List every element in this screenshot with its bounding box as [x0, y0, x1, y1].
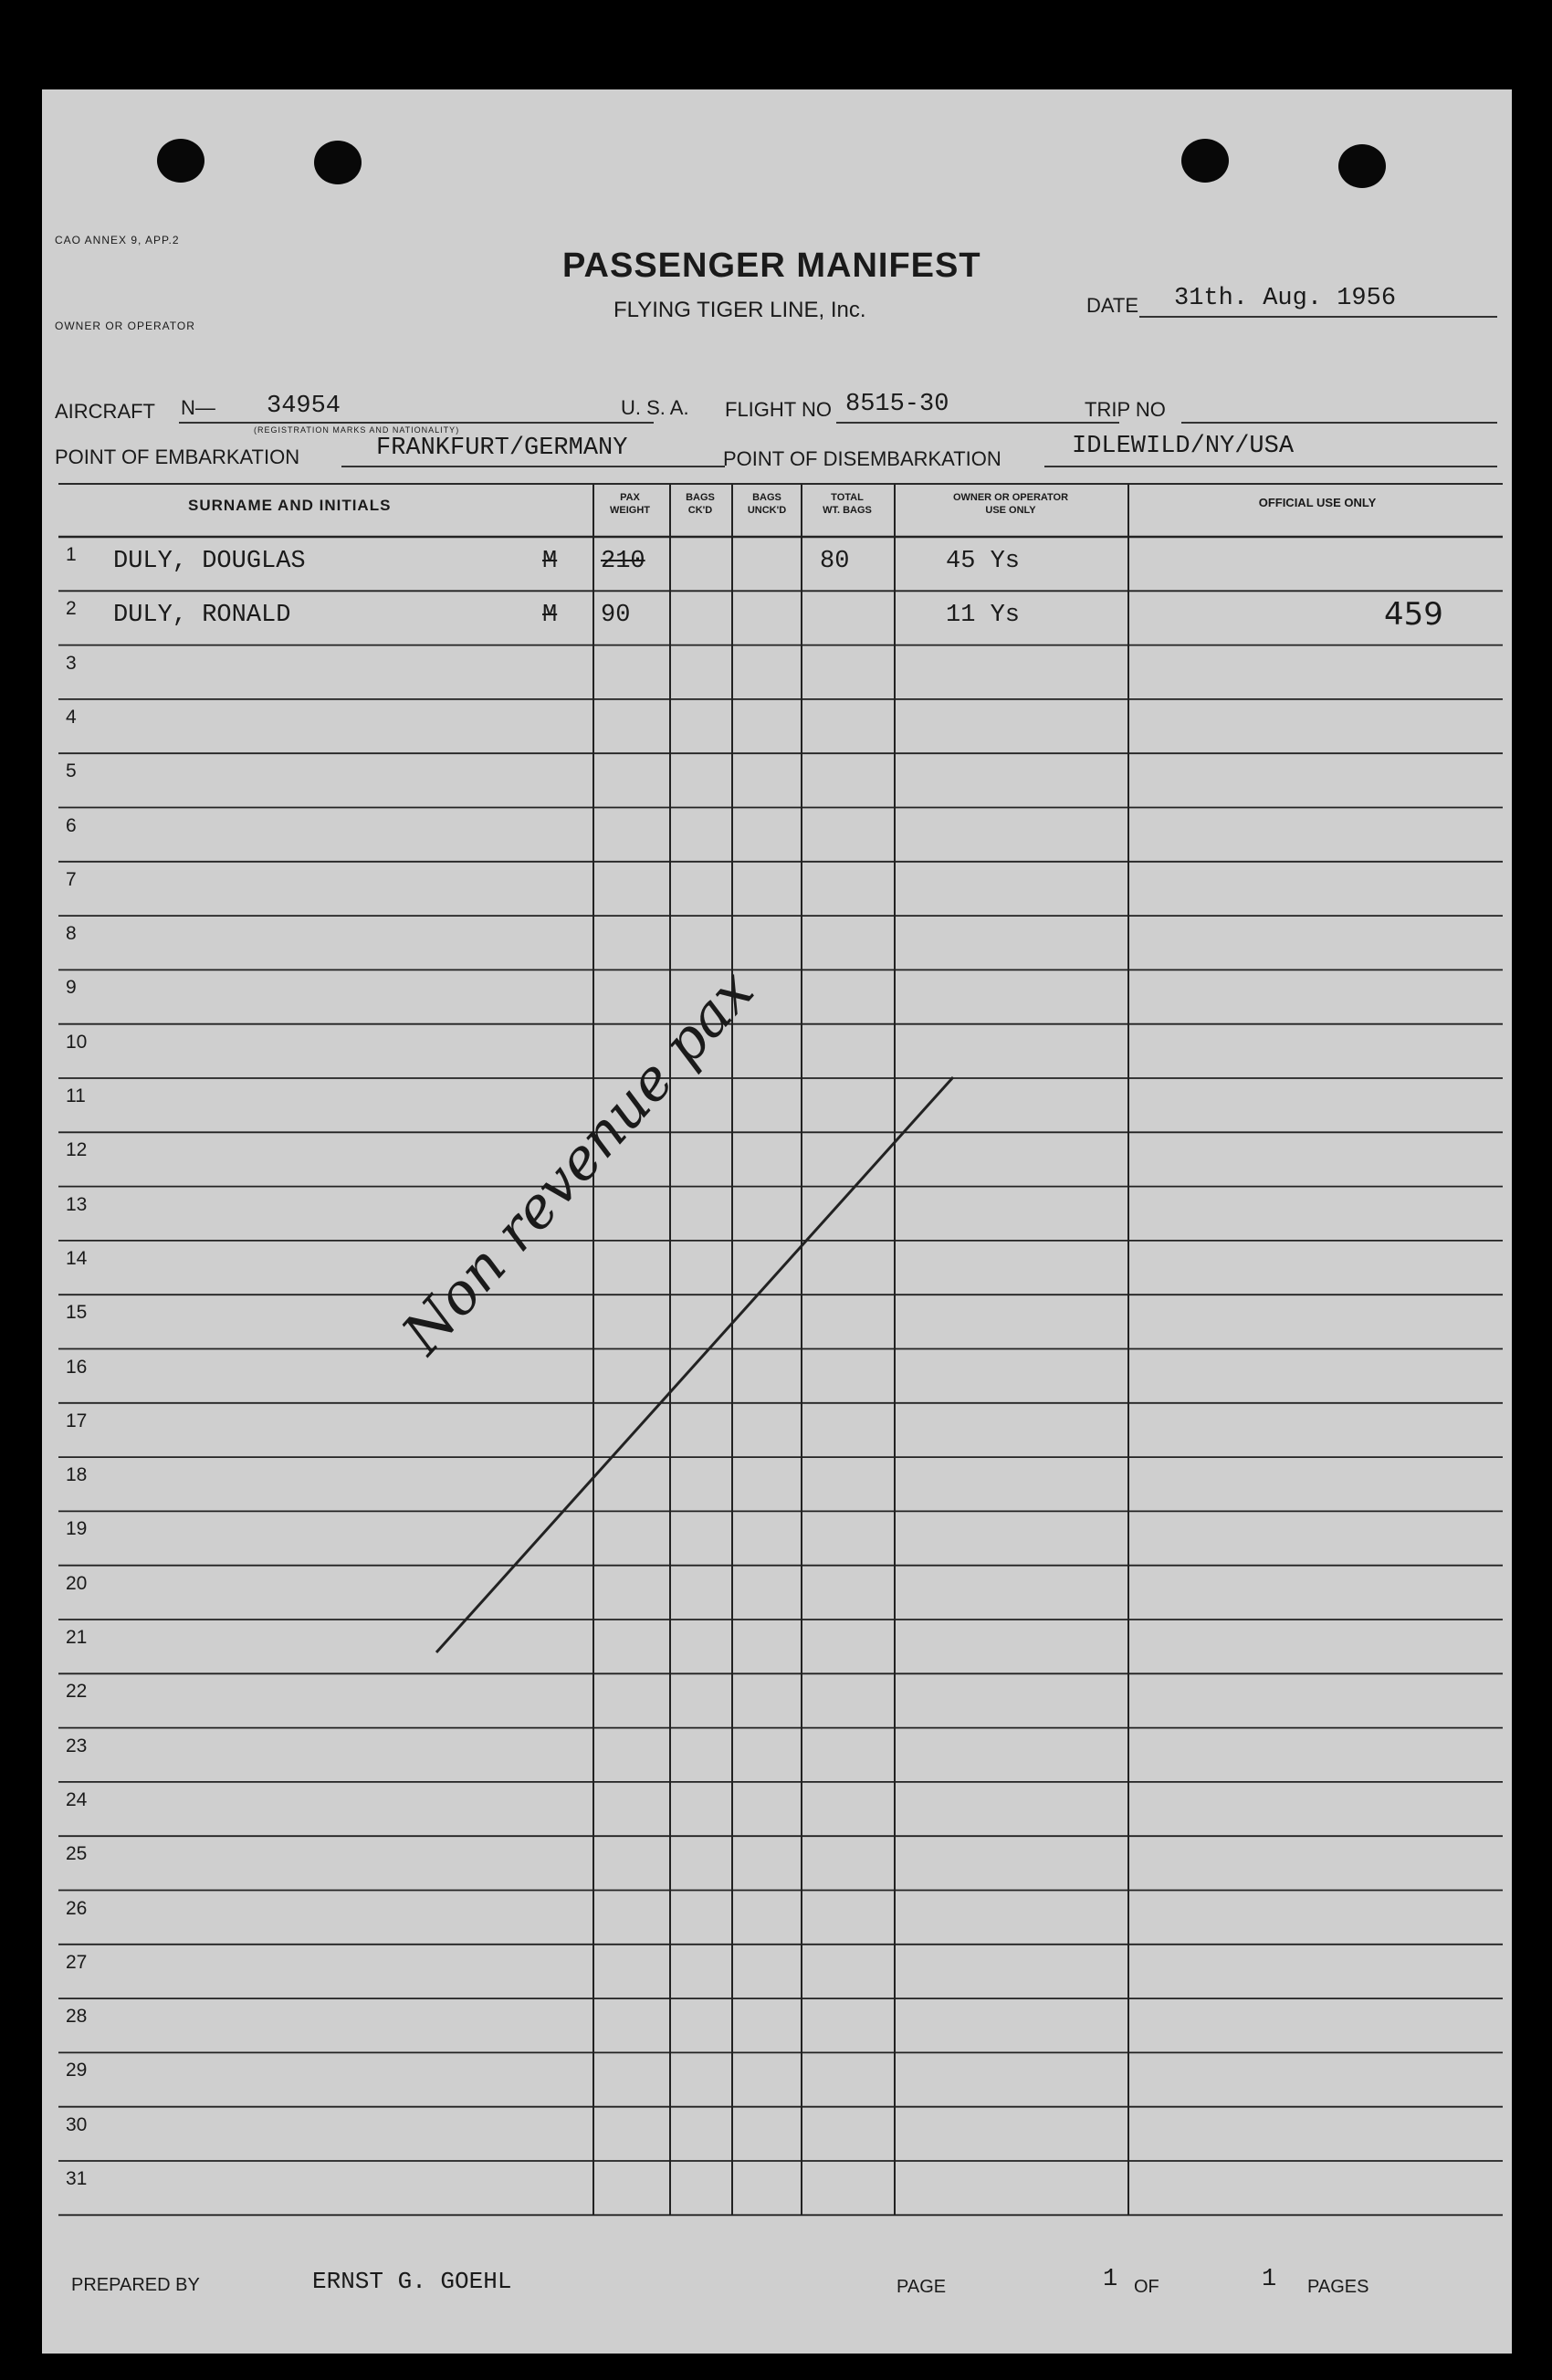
row-number: 31	[66, 2168, 88, 2189]
row-number: 9	[66, 977, 77, 999]
date-value: 31th. Aug. 1956	[1174, 285, 1397, 312]
row-number: 27	[66, 1951, 88, 1973]
handwritten-note: Non revenue pax	[389, 957, 767, 1367]
col-surname: SURNAME AND INITIALS	[188, 497, 392, 514]
embarkation-label: POINT OF EMBARKATION	[55, 446, 300, 468]
airline-name: FLYING TIGER LINE, Inc.	[613, 298, 866, 322]
passenger-sex: M	[542, 602, 558, 630]
row-number: 30	[66, 2113, 88, 2135]
official-use-value: 459	[1384, 596, 1443, 634]
row-number: 29	[66, 2060, 88, 2081]
page-title: PASSENGER MANIFEST	[562, 246, 981, 285]
date-label: DATE	[1086, 294, 1139, 317]
row-number: 7	[66, 868, 77, 890]
row-number: 19	[66, 1518, 88, 1540]
row-number: 10	[66, 1031, 88, 1053]
row-number: 24	[66, 1788, 88, 1810]
col-owner-use: OWNER OR OPERATOR USE ONLY	[952, 492, 1069, 516]
col-bags-unckd: BAGS UNCK'D	[747, 492, 787, 516]
row-number: 22	[66, 1681, 88, 1703]
pax-weight: 210	[601, 548, 645, 575]
owner-use-value: 45 Ys	[946, 548, 1021, 575]
col-bags-ckd: BAGS CK'D	[686, 492, 715, 516]
trip-label: TRIP NO	[1085, 398, 1166, 421]
flight-label: FLIGHT NO	[725, 398, 832, 421]
flight-number: 8515-30	[845, 391, 949, 418]
passenger-name: DULY, RONALD	[113, 602, 291, 630]
row-number: 13	[66, 1193, 88, 1215]
row-number: 25	[66, 1843, 88, 1865]
row-number: 4	[66, 706, 77, 728]
col-pax-weight: PAX WEIGHT	[610, 492, 650, 516]
disembarkation-label: POINT OF DISEMBARKATION	[723, 447, 1001, 470]
embarkation-value: FRANKFURT/GERMANY	[376, 435, 628, 462]
page-label: PAGE	[897, 2277, 947, 2297]
form-code: CAO ANNEX 9, APP.2	[55, 234, 180, 246]
manifest-sheet	[42, 89, 1512, 2354]
row-number: 28	[66, 2006, 88, 2028]
row-number: 1	[66, 544, 77, 565]
pax-weight: 90	[601, 602, 631, 630]
row-number: 5	[66, 760, 77, 782]
col-total-bags: TOTAL WT. BAGS	[823, 492, 872, 516]
passenger-name: DULY, DOUGLAS	[113, 548, 306, 575]
of-label: OF	[1134, 2277, 1159, 2297]
owner-use-value: 11 Ys	[946, 602, 1021, 630]
row-number: 17	[66, 1410, 88, 1431]
aircraft-registration: 34954	[267, 393, 341, 420]
pages-label: PAGES	[1307, 2277, 1369, 2297]
total-bags-weight: 80	[820, 548, 850, 575]
row-number: 3	[66, 652, 77, 674]
row-number: 16	[66, 1356, 88, 1378]
row-number: 2	[66, 598, 77, 620]
disembarkation-value: IDLEWILD/NY/USA	[1072, 433, 1295, 460]
page-total: 1	[1262, 2266, 1277, 2293]
usa-label: U. S. A.	[621, 396, 689, 419]
row-number: 26	[66, 1897, 88, 1919]
prepared-by-label: PREPARED BY	[71, 2275, 200, 2295]
page-number: 1	[1103, 2266, 1118, 2293]
row-number: 12	[66, 1139, 88, 1161]
row-number: 18	[66, 1464, 88, 1486]
aircraft-prefix: N—	[181, 396, 215, 419]
prepared-by-value: ERNST G. GOEHL	[312, 2268, 512, 2295]
row-number: 21	[66, 1627, 88, 1648]
owner-operator-label: OWNER OR OPERATOR	[55, 320, 195, 332]
col-official-use: OFFICIAL USE ONLY	[1258, 496, 1377, 509]
manifest-grid	[42, 89, 1512, 2354]
registration-note: (REGISTRATION MARKS AND NATIONALITY)	[254, 425, 460, 435]
row-number: 15	[66, 1302, 88, 1324]
passenger-sex: M	[542, 548, 558, 575]
aircraft-label: AIRCRAFT	[55, 400, 155, 423]
row-number: 23	[66, 1735, 88, 1756]
row-number: 8	[66, 923, 77, 945]
row-number: 11	[66, 1085, 86, 1106]
row-number: 14	[66, 1247, 88, 1269]
row-number: 6	[66, 814, 77, 836]
row-number: 20	[66, 1572, 88, 1594]
